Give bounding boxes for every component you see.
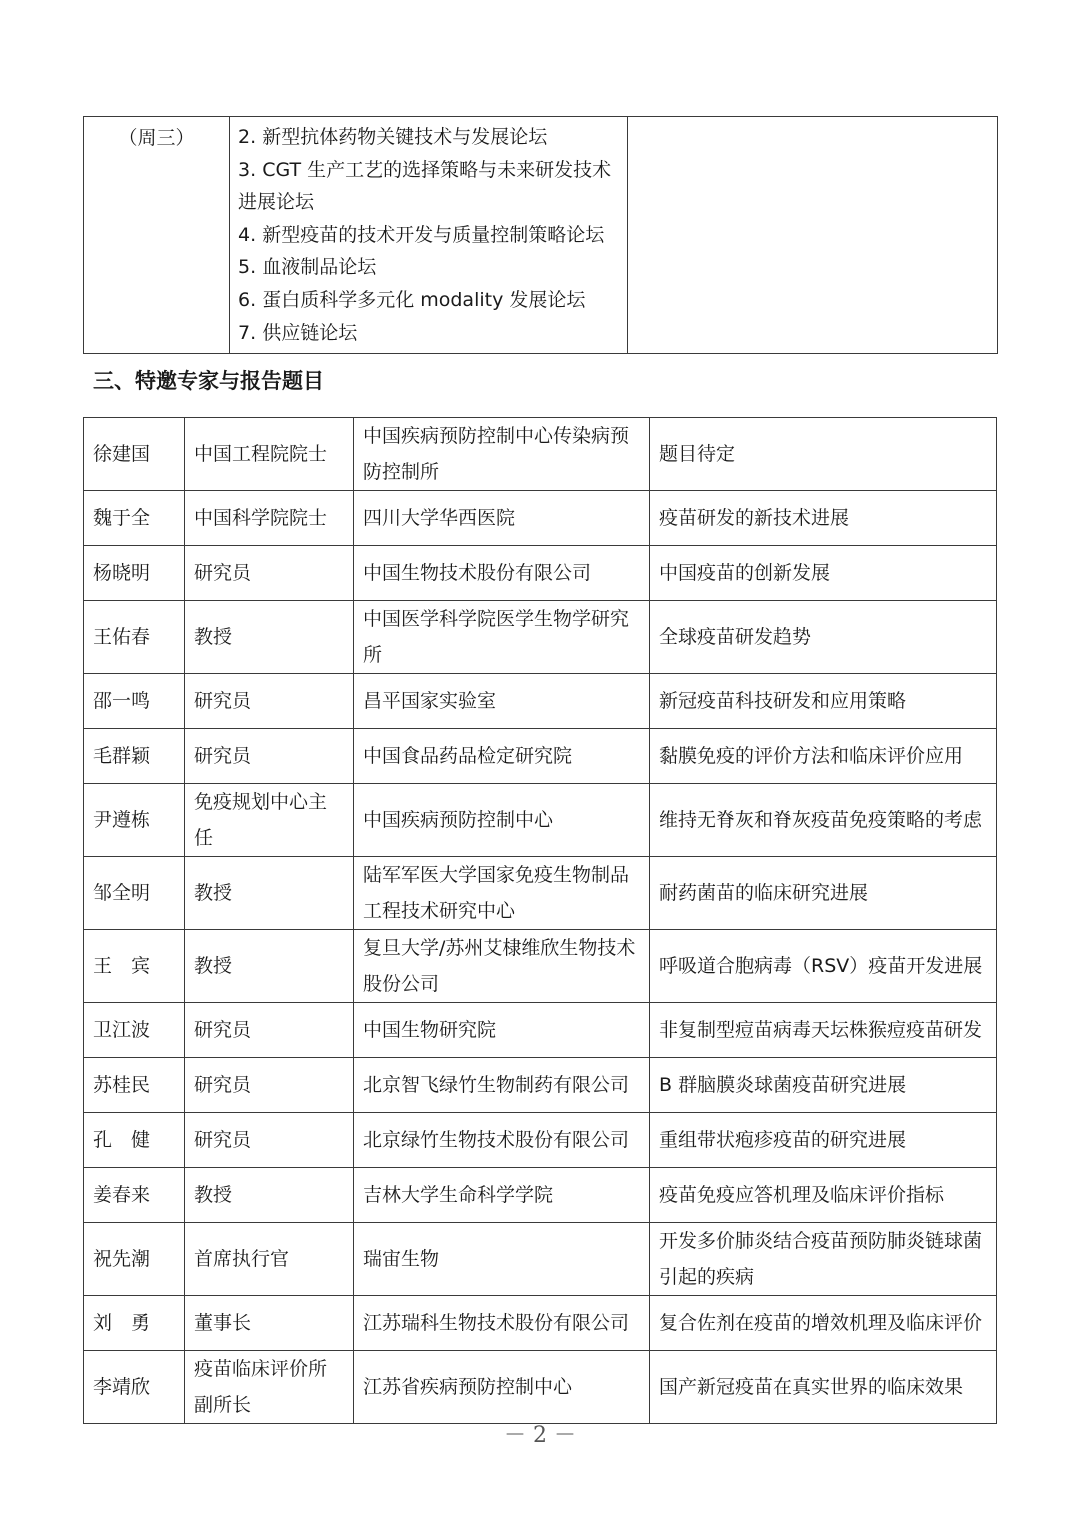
expert-topic: 全球疫苗研发趋势 bbox=[650, 601, 997, 674]
expert-row bbox=[84, 546, 997, 601]
expert-topic: 国产新冠疫苗在真实世界的临床效果 bbox=[650, 1351, 997, 1424]
expert-institution: 瑞宙生物 bbox=[354, 1223, 650, 1296]
expert-row bbox=[84, 1296, 997, 1351]
expert-row bbox=[84, 601, 997, 674]
schedule-item: 3. CGT 生产工艺的选择策略与未来研发技术进展论坛 bbox=[238, 158, 612, 214]
schedule-items bbox=[230, 117, 628, 354]
section-heading: 三、特邀专家与报告题目 bbox=[93, 369, 324, 393]
expert-institution: 陆军军医大学国家免疫生物制品工程技术研究中心 bbox=[354, 857, 650, 930]
expert-topic: 题目待定 bbox=[650, 418, 997, 491]
expert-title: 教授 bbox=[185, 930, 354, 1003]
schedule-table bbox=[83, 116, 998, 354]
expert-title: 研究员 bbox=[185, 1113, 354, 1168]
expert-name: 姜春来 bbox=[84, 1168, 185, 1223]
expert-title: 中国工程院院士 bbox=[185, 418, 354, 491]
expert-title: 研究员 bbox=[185, 1003, 354, 1058]
schedule-item: 5. 血液制品论坛 bbox=[238, 256, 377, 279]
expert-institution: 吉林大学生命科学学院 bbox=[354, 1168, 650, 1223]
expert-name: 徐建国 bbox=[84, 418, 185, 491]
expert-title: 教授 bbox=[185, 601, 354, 674]
expert-name: 邵一鸣 bbox=[84, 674, 185, 729]
expert-name: 魏于全 bbox=[84, 491, 185, 546]
expert-title: 研究员 bbox=[185, 674, 354, 729]
expert-institution: 昌平国家实验室 bbox=[354, 674, 650, 729]
expert-topic: 黏膜免疫的评价方法和临床评价应用 bbox=[650, 729, 997, 784]
expert-row bbox=[84, 1113, 997, 1168]
schedule-item: 6. 蛋白质科学多元化 modality 发展论坛 bbox=[238, 288, 586, 311]
expert-institution: 江苏省疾病预防控制中心 bbox=[354, 1351, 650, 1424]
expert-topic: 复合佐剂在疫苗的增效机理及临床评价 bbox=[650, 1296, 997, 1351]
expert-topic: B 群脑膜炎球菌疫苗研究进展 bbox=[650, 1058, 997, 1113]
expert-institution: 中国疾病预防控制中心传染病预防控制所 bbox=[354, 418, 650, 491]
schedule-empty-cell bbox=[628, 117, 998, 354]
expert-name: 王佑春 bbox=[84, 601, 185, 674]
expert-title: 董事长 bbox=[185, 1296, 354, 1351]
expert-row bbox=[84, 1223, 997, 1296]
expert-row bbox=[84, 418, 997, 491]
expert-row bbox=[84, 1003, 997, 1058]
expert-title: 教授 bbox=[185, 857, 354, 930]
expert-institution: 中国食品药品检定研究院 bbox=[354, 729, 650, 784]
expert-institution: 北京绿竹生物技术股份有限公司 bbox=[354, 1113, 650, 1168]
expert-row bbox=[84, 784, 997, 857]
expert-name: 祝先潮 bbox=[84, 1223, 185, 1296]
schedule-item: 7. 供应链论坛 bbox=[238, 321, 358, 344]
experts-table-body bbox=[84, 418, 997, 1424]
schedule-row bbox=[84, 117, 998, 354]
expert-row bbox=[84, 674, 997, 729]
expert-topic: 中国疫苗的创新发展 bbox=[650, 546, 997, 601]
expert-row bbox=[84, 729, 997, 784]
expert-name: 尹遵栋 bbox=[84, 784, 185, 857]
expert-title: 疫苗临床评价所副所长 bbox=[185, 1351, 354, 1424]
page-number: － 2 － bbox=[504, 1423, 576, 1448]
expert-topic: 重组带状疱疹疫苗的研究进展 bbox=[650, 1113, 997, 1168]
expert-institution: 中国生物研究院 bbox=[354, 1003, 650, 1058]
expert-topic: 非复制型痘苗病毒天坛株猴痘疫苗研发 bbox=[650, 1003, 997, 1058]
expert-institution: 中国生物技术股份有限公司 bbox=[354, 546, 650, 601]
expert-name: 王 宾 bbox=[84, 930, 185, 1003]
expert-row bbox=[84, 930, 997, 1003]
expert-name: 刘 勇 bbox=[84, 1296, 185, 1351]
expert-topic: 疫苗研发的新技术进展 bbox=[650, 491, 997, 546]
schedule-item: 4. 新型疫苗的技术开发与质量控制策略论坛 bbox=[238, 223, 605, 246]
expert-topic: 呼吸道合胞病毒（RSV）疫苗开发进展 bbox=[650, 930, 997, 1003]
expert-topic: 维持无脊灰和脊灰疫苗免疫策略的考虑 bbox=[650, 784, 997, 857]
expert-institution: 北京智飞绿竹生物制药有限公司 bbox=[354, 1058, 650, 1113]
schedule-day: （周三） bbox=[84, 117, 230, 354]
schedule-item: 2. 新型抗体药物关键技术与发展论坛 bbox=[238, 126, 548, 148]
expert-name: 孔 健 bbox=[84, 1113, 185, 1168]
expert-row bbox=[84, 1168, 997, 1223]
expert-title: 中国科学院院士 bbox=[185, 491, 354, 546]
expert-title: 研究员 bbox=[185, 546, 354, 601]
expert-name: 毛群颖 bbox=[84, 729, 185, 784]
expert-topic: 开发多价肺炎结合疫苗预防肺炎链球菌引起的疾病 bbox=[650, 1223, 997, 1296]
expert-title: 研究员 bbox=[185, 1058, 354, 1113]
expert-row bbox=[84, 1058, 997, 1113]
expert-row bbox=[84, 1351, 997, 1424]
expert-name: 邹全明 bbox=[84, 857, 185, 930]
expert-row bbox=[84, 491, 997, 546]
expert-topic: 疫苗免疫应答机理及临床评价指标 bbox=[650, 1168, 997, 1223]
expert-row bbox=[84, 857, 997, 930]
expert-institution: 复旦大学/苏州艾棣维欣生物技术股份公司 bbox=[354, 930, 650, 1003]
expert-institution: 中国医学科学院医学生物学研究所 bbox=[354, 601, 650, 674]
expert-title: 免疫规划中心主任 bbox=[185, 784, 354, 857]
expert-title: 教授 bbox=[185, 1168, 354, 1223]
expert-title: 首席执行官 bbox=[185, 1223, 354, 1296]
experts-table bbox=[83, 417, 997, 1424]
expert-name: 李靖欣 bbox=[84, 1351, 185, 1424]
expert-institution: 四川大学华西医院 bbox=[354, 491, 650, 546]
expert-institution: 江苏瑞科生物技术股份有限公司 bbox=[354, 1296, 650, 1351]
expert-name: 卫江波 bbox=[84, 1003, 185, 1058]
expert-name: 苏桂民 bbox=[84, 1058, 185, 1113]
expert-institution: 中国疾病预防控制中心 bbox=[354, 784, 650, 857]
expert-topic: 新冠疫苗科技研发和应用策略 bbox=[650, 674, 997, 729]
expert-topic: 耐药菌苗的临床研究进展 bbox=[650, 857, 997, 930]
expert-title: 研究员 bbox=[185, 729, 354, 784]
expert-name: 杨晓明 bbox=[84, 546, 185, 601]
